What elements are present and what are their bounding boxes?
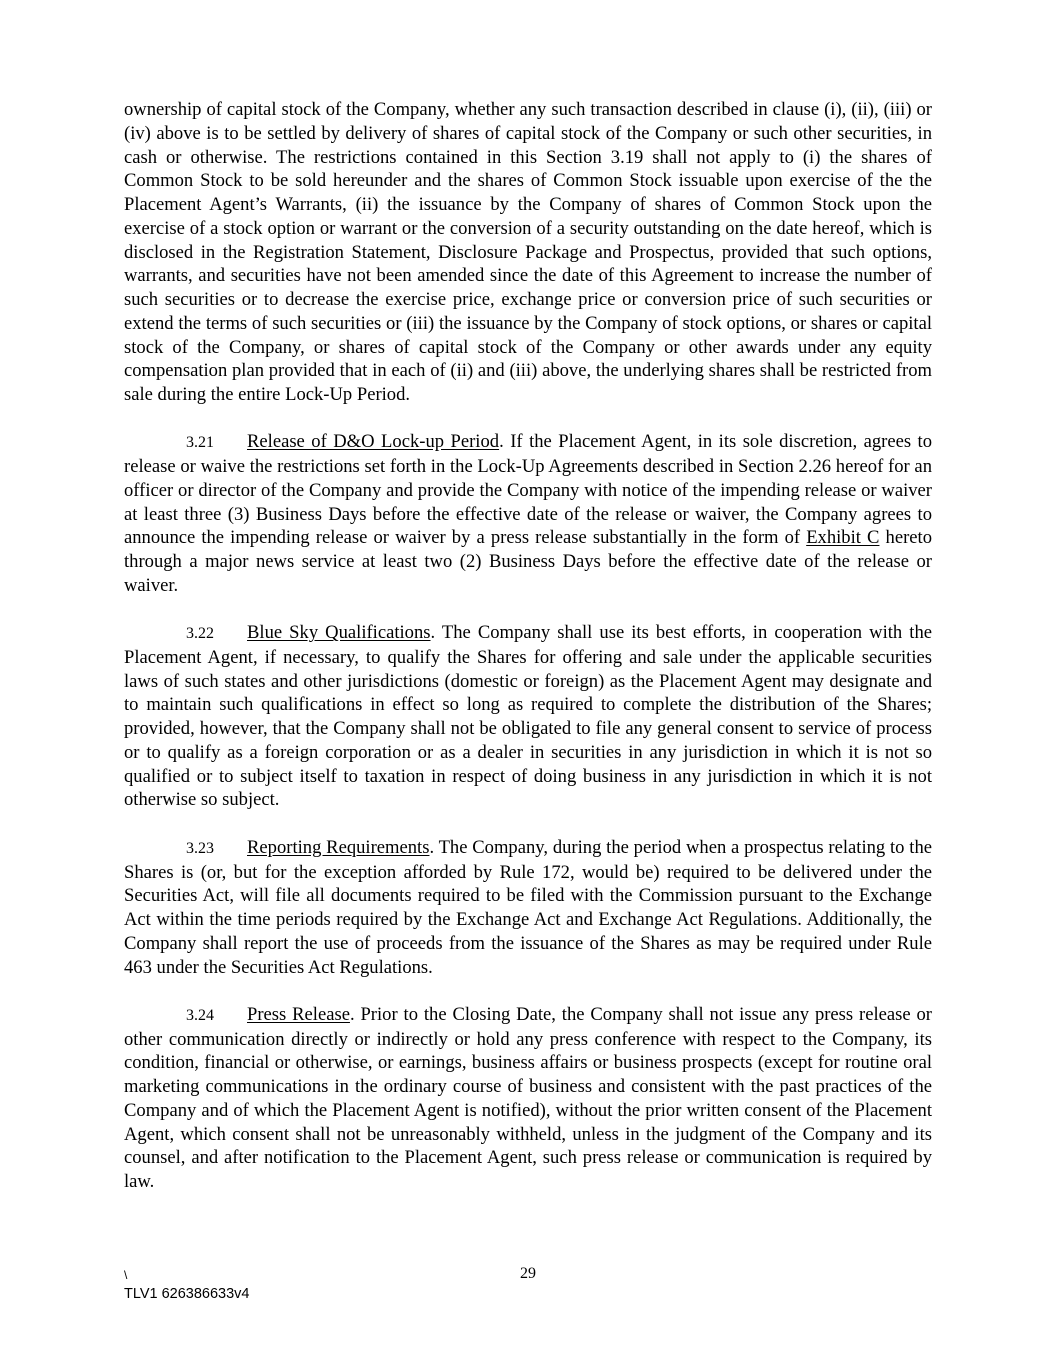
section-number: 3.24	[186, 1006, 214, 1024]
document-page	[124, 98, 932, 1217]
section-title: Blue Sky Qualifications	[247, 622, 431, 644]
section-number: 3.22	[186, 625, 214, 643]
page-number: 29	[520, 1265, 536, 1282]
section-text: . Prior to the Closing Date, the Company shall not issue any press release or other communication directly or indirectly or hold any press conference with respect to the Company, its condition, financial or otherwise, or earnings, business affairs or business prospects (except for routine oral marketing communications in the ordinary course of business and consistent with the past practices of the Company and of which the Placement Agent is notified), without the prior written consent of the Placement Agent, which consent shall not be unreasonably withheld, unless in the judgment of the Company and its counsel, and after notification to the Placement Agent, such press release or communication is required by law.	[124, 1003, 932, 1193]
section-number: 3.21	[186, 434, 214, 452]
section-number: 3.23	[186, 839, 214, 857]
exhibit-c-reference: Exhibit C	[806, 527, 880, 549]
section-3-22	[124, 621, 932, 812]
section-3-24	[124, 1003, 932, 1194]
section-text: . If the Placement Agent, in its sole discretion, agrees to release or waive the restrictions set forth in the Lock-Up Agreements described in Section 2.26 hereof for an officer or director of the Company and provide the Company with notice of the impending release or waiver at least three (3) Business Days before the effective date of the release or waiver, the Company agrees to announce the impending release or waiver by a press release substantially in the form of	[124, 431, 932, 549]
section-title: Reporting Requirements	[247, 836, 430, 858]
continuation-paragraph: ownership of capital stock of the Company, whether any such transaction described in clause (i), (ii), (iii) or (iv) above is to be settled by delivery of shares of capital stock of the Company or such other securities, in cash or otherwise. The restrictions contained in this Section 3.19 shall not apply to (i) the shares of Common Stock to be sold hereunder and the shares of Common Stock issuable upon exercise of the the Placement Agent’s Warrants, (ii) the issuance by the Company of shares of Common Stock upon the exercise of a stock option or warrant or the conversion of a security outstanding on the date hereof, which is disclosed in the Registration Statement, Disclosure Package and Prospectus, provided that such options, warrants, and securities have not been amended since the date of this Agreement to increase the number of such securities or to decrease the exercise price, exchange price or conversion price of such securities or extend the terms of such securities or (iii) the issuance by the Company of stock options, or shares or capital stock of the Company, or shares of capital stock of the Company or other awards under any equity compensation plan provided that in each of (ii) and (iii) above, the underlying shares shall be restricted from sale during the entire Lock-Up Period.	[124, 99, 932, 405]
section-text: . The Company shall use its best efforts, in cooperation with the Placement Agent, if necessary, to qualify the Shares for offering and sale under the applicable securities laws of such states and other jurisdictions (domestic or foreign) as the Placement Agent may designate and to maintain such qualifications in effect so long as required to complete the distribution of the Shares; provided, however, that the Company shall not be obligated to file any general consent to service of process or to qualify as a foreign corporation or as a dealer in securities in any jurisdiction in which it is not so qualified or to subject itself to taxation in respect of doing business in any jurisdiction in which it is not otherwise so subject.	[124, 622, 932, 811]
section-text: . The Company, during the period when a prospectus relating to the Shares is (or, but for the exception afforded by Rule 172, would be) required to be delivered under the Securities Act, will file all documents required to be filed with the Commission pursuant to the Exchange Act within the time periods required by the Exchange Act and Exchange Act Regulations. Additionally, the Company shall report the use of proceeds from the issuance of the Shares as may be required under Rule 463 under the Securities Act Regulations.	[124, 836, 932, 978]
section-3-21	[124, 430, 932, 597]
section-3-23	[124, 836, 932, 980]
document-id: TLV1 626386633v4	[124, 1286, 250, 1302]
section-title: Release of D&O Lock-up Period	[247, 431, 500, 453]
section-title: Press Release	[247, 1003, 350, 1025]
footer-mark: \	[124, 1268, 128, 1282]
section-text-continued: hereto through a major news service at least two (2) Business Days before the effective date of the release or waiver.	[124, 527, 933, 596]
